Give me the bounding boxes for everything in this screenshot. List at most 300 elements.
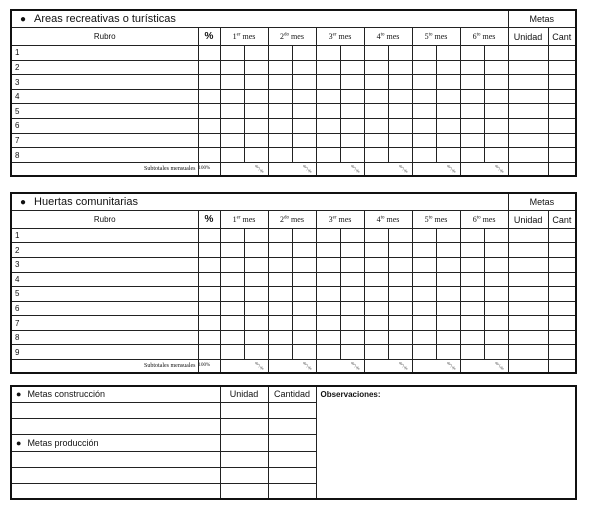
- rubro-input[interactable]: 4: [11, 272, 198, 287]
- month-cell[interactable]: [484, 258, 508, 273]
- percent-input[interactable]: [198, 228, 220, 243]
- cant-input[interactable]: [548, 345, 576, 360]
- unidad-input[interactable]: [508, 330, 548, 345]
- month-cell[interactable]: [460, 243, 484, 258]
- month-cell[interactable]: [484, 148, 508, 163]
- month-cell[interactable]: [388, 45, 412, 60]
- month-cell[interactable]: [388, 316, 412, 331]
- month-cell[interactable]: [388, 104, 412, 119]
- observaciones-field[interactable]: [316, 386, 576, 499]
- month-cell[interactable]: [244, 133, 268, 148]
- month-cell[interactable]: [316, 301, 340, 316]
- month-cell[interactable]: [412, 119, 436, 134]
- month-cell[interactable]: [388, 119, 412, 134]
- month-cell[interactable]: [268, 45, 292, 60]
- month-cell[interactable]: [268, 60, 292, 75]
- month-cell[interactable]: [316, 345, 340, 360]
- month-cell[interactable]: [268, 75, 292, 90]
- produccion-input[interactable]: [11, 451, 220, 467]
- month-cell[interactable]: [436, 119, 460, 134]
- rubro-input[interactable]: 4: [11, 89, 198, 104]
- cant-input[interactable]: [548, 60, 576, 75]
- month-cell[interactable]: [268, 104, 292, 119]
- month-cell[interactable]: [244, 330, 268, 345]
- month-cell[interactable]: [388, 301, 412, 316]
- month-cell[interactable]: [484, 330, 508, 345]
- percent-input[interactable]: [198, 45, 220, 60]
- month-cell[interactable]: [460, 228, 484, 243]
- month-cell[interactable]: [436, 258, 460, 273]
- month-header-1: 1er mes: [220, 211, 268, 229]
- unidad-input[interactable]: [508, 301, 548, 316]
- unidad-input[interactable]: [508, 272, 548, 287]
- month-cell[interactable]: [364, 75, 388, 90]
- month-cell[interactable]: [340, 301, 364, 316]
- unidad-input[interactable]: [508, 119, 548, 134]
- construccion-input[interactable]: [11, 402, 220, 418]
- month-cell[interactable]: [436, 243, 460, 258]
- month-cell[interactable]: [460, 258, 484, 273]
- unidad-input[interactable]: [508, 75, 548, 90]
- month-cell[interactable]: [316, 316, 340, 331]
- month-cell[interactable]: [412, 316, 436, 331]
- month-cell[interactable]: [220, 89, 244, 104]
- month-cell[interactable]: [340, 45, 364, 60]
- month-cell[interactable]: [388, 272, 412, 287]
- month-cell[interactable]: [460, 60, 484, 75]
- rubro-input[interactable]: 2: [11, 243, 198, 258]
- subtotal-cant-cell[interactable]: [548, 359, 576, 373]
- month-cell[interactable]: [220, 345, 244, 360]
- month-cell[interactable]: [412, 243, 436, 258]
- month-cell[interactable]: [412, 258, 436, 273]
- percent-input[interactable]: [198, 75, 220, 90]
- percent-input[interactable]: [198, 287, 220, 302]
- month-cell[interactable]: [292, 89, 316, 104]
- month-cell[interactable]: [364, 258, 388, 273]
- month-cell[interactable]: [340, 287, 364, 302]
- month-cell[interactable]: [412, 148, 436, 163]
- month-cell[interactable]: [364, 243, 388, 258]
- cant-input[interactable]: [548, 133, 576, 148]
- month-cell[interactable]: [436, 104, 460, 119]
- unidad-input[interactable]: [508, 258, 548, 273]
- month-cell[interactable]: [220, 272, 244, 287]
- month-cell[interactable]: [436, 316, 460, 331]
- month-cell[interactable]: [268, 228, 292, 243]
- month-cell[interactable]: [220, 243, 244, 258]
- month-cell[interactable]: [292, 119, 316, 134]
- month-cell[interactable]: [460, 89, 484, 104]
- cant-input[interactable]: [548, 89, 576, 104]
- month-cell[interactable]: [340, 104, 364, 119]
- month-cell[interactable]: [292, 243, 316, 258]
- month-cell[interactable]: [244, 228, 268, 243]
- percent-input[interactable]: [198, 104, 220, 119]
- unidad-input[interactable]: [220, 483, 268, 499]
- rubro-input[interactable]: 1: [11, 228, 198, 243]
- unidad-input[interactable]: [508, 345, 548, 360]
- month-cell[interactable]: [316, 89, 340, 104]
- month-cell[interactable]: [388, 287, 412, 302]
- month-cell[interactable]: [436, 148, 460, 163]
- unidad-input[interactable]: [508, 243, 548, 258]
- percent-input[interactable]: [198, 243, 220, 258]
- month-cell[interactable]: [316, 243, 340, 258]
- month-cell[interactable]: [292, 104, 316, 119]
- month-cell[interactable]: [220, 316, 244, 331]
- month-cell[interactable]: [364, 272, 388, 287]
- month-cell[interactable]: [412, 345, 436, 360]
- cant-input[interactable]: [548, 330, 576, 345]
- month-cell[interactable]: [412, 272, 436, 287]
- month-cell[interactable]: [436, 133, 460, 148]
- unidad-input[interactable]: [508, 287, 548, 302]
- rubro-input[interactable]: 9: [11, 345, 198, 360]
- rubro-input[interactable]: 8: [11, 330, 198, 345]
- month-cell[interactable]: [364, 330, 388, 345]
- unidad-input[interactable]: [508, 316, 548, 331]
- month-header-3: 3er mes: [316, 211, 364, 229]
- percent-input[interactable]: [198, 272, 220, 287]
- percent-input[interactable]: [198, 148, 220, 163]
- month-cell[interactable]: [220, 119, 244, 134]
- month-cell[interactable]: [388, 133, 412, 148]
- subtotal-cant-cell[interactable]: [548, 162, 576, 176]
- month-cell[interactable]: [436, 89, 460, 104]
- month-cell[interactable]: [292, 301, 316, 316]
- unidad-input[interactable]: [220, 418, 268, 434]
- month-cell[interactable]: [460, 330, 484, 345]
- cant-input[interactable]: [548, 148, 576, 163]
- month-cell[interactable]: [460, 45, 484, 60]
- month-cell[interactable]: [436, 75, 460, 90]
- month-cell[interactable]: [436, 301, 460, 316]
- percent-input[interactable]: [198, 133, 220, 148]
- month-cell[interactable]: [460, 272, 484, 287]
- month-cell[interactable]: [244, 148, 268, 163]
- month-cell[interactable]: [340, 228, 364, 243]
- month-cell[interactable]: [364, 301, 388, 316]
- month-cell[interactable]: [292, 316, 316, 331]
- month-cell[interactable]: [412, 133, 436, 148]
- month-cell[interactable]: [340, 119, 364, 134]
- month-cell[interactable]: [244, 104, 268, 119]
- month-cell[interactable]: [268, 258, 292, 273]
- month-cell[interactable]: [316, 330, 340, 345]
- month-cell[interactable]: [340, 330, 364, 345]
- section-title-text: Areas recreativas o turísticas: [34, 13, 176, 26]
- month-cell[interactable]: [436, 45, 460, 60]
- month-cell[interactable]: [460, 75, 484, 90]
- month-cell[interactable]: [484, 133, 508, 148]
- month-cell[interactable]: [268, 316, 292, 331]
- cant-input[interactable]: [548, 104, 576, 119]
- month-cell[interactable]: [244, 345, 268, 360]
- month-cell[interactable]: [364, 104, 388, 119]
- month-cell[interactable]: [292, 133, 316, 148]
- cantidad-input[interactable]: [268, 467, 316, 483]
- month-cell[interactable]: [340, 75, 364, 90]
- month-cell[interactable]: [292, 287, 316, 302]
- rubro-input[interactable]: 5: [11, 104, 198, 119]
- month-cell[interactable]: [244, 272, 268, 287]
- cantidad-input[interactable]: [268, 451, 316, 467]
- month-cell[interactable]: [340, 272, 364, 287]
- month-cell[interactable]: [364, 316, 388, 331]
- rubro-input[interactable]: 7: [11, 316, 198, 331]
- month-cell[interactable]: [244, 258, 268, 273]
- month-cell[interactable]: [460, 345, 484, 360]
- month-cell[interactable]: [412, 301, 436, 316]
- month-cell[interactable]: [364, 287, 388, 302]
- month-cell[interactable]: [268, 119, 292, 134]
- cant-input[interactable]: [548, 316, 576, 331]
- month-cell[interactable]: [340, 60, 364, 75]
- month-cell[interactable]: [316, 60, 340, 75]
- cantidad-input[interactable]: [268, 402, 316, 418]
- unidad-input[interactable]: [508, 228, 548, 243]
- month-cell[interactable]: [460, 133, 484, 148]
- percent-input[interactable]: [198, 301, 220, 316]
- month-cell[interactable]: [268, 148, 292, 163]
- unidad-input[interactable]: [220, 467, 268, 483]
- month-cell[interactable]: [436, 330, 460, 345]
- month-cell[interactable]: [268, 287, 292, 302]
- month-cell[interactable]: [244, 45, 268, 60]
- month-cell[interactable]: [220, 133, 244, 148]
- month-cell[interactable]: [484, 104, 508, 119]
- month-cell[interactable]: [292, 258, 316, 273]
- rubro-input[interactable]: 8: [11, 148, 198, 163]
- subtotal-unidad-cell[interactable]: [508, 162, 548, 176]
- month-cell[interactable]: [244, 60, 268, 75]
- cantidad-input[interactable]: [268, 434, 316, 451]
- rubro-input[interactable]: 1: [11, 45, 198, 60]
- percent-input[interactable]: [198, 345, 220, 360]
- month-cell[interactable]: [220, 287, 244, 302]
- cant-input[interactable]: [548, 258, 576, 273]
- month-cell[interactable]: [244, 89, 268, 104]
- unidad-input[interactable]: [220, 434, 268, 451]
- month-cell[interactable]: [484, 243, 508, 258]
- percent-input[interactable]: [198, 258, 220, 273]
- month-cell[interactable]: [412, 60, 436, 75]
- cant-input[interactable]: [548, 287, 576, 302]
- month-cell[interactable]: [412, 104, 436, 119]
- month-cell[interactable]: [340, 243, 364, 258]
- month-cell[interactable]: [316, 75, 340, 90]
- month-cell[interactable]: [484, 345, 508, 360]
- month-cell[interactable]: [316, 45, 340, 60]
- month-cell[interactable]: [340, 316, 364, 331]
- month-cell[interactable]: [220, 148, 244, 163]
- month-cell[interactable]: [340, 133, 364, 148]
- month-cell[interactable]: [364, 119, 388, 134]
- month-cell[interactable]: [388, 228, 412, 243]
- unidad-input[interactable]: [508, 45, 548, 60]
- month-cell[interactable]: [364, 45, 388, 60]
- month-cell[interactable]: [220, 301, 244, 316]
- cant-input[interactable]: [548, 45, 576, 60]
- month-cell[interactable]: [220, 60, 244, 75]
- month-cell[interactable]: [364, 133, 388, 148]
- month-cell[interactable]: [388, 60, 412, 75]
- month-cell[interactable]: [244, 287, 268, 302]
- month-cell[interactable]: [364, 228, 388, 243]
- month-cell[interactable]: [340, 258, 364, 273]
- month-cell[interactable]: [484, 45, 508, 60]
- month-cell[interactable]: [316, 272, 340, 287]
- month-cell[interactable]: [436, 60, 460, 75]
- month-cell[interactable]: [292, 228, 316, 243]
- unidad-input[interactable]: [508, 133, 548, 148]
- rubro-input[interactable]: 2: [11, 60, 198, 75]
- month-cell[interactable]: [220, 45, 244, 60]
- rubro-input[interactable]: 3: [11, 258, 198, 273]
- month-cell[interactable]: [484, 316, 508, 331]
- month-cell[interactable]: [244, 119, 268, 134]
- cant-input[interactable]: [548, 228, 576, 243]
- month-cell[interactable]: [412, 75, 436, 90]
- month-cell[interactable]: [220, 330, 244, 345]
- percent-input[interactable]: [198, 316, 220, 331]
- produccion-input[interactable]: [11, 483, 220, 499]
- cant-input[interactable]: [548, 301, 576, 316]
- month-cell[interactable]: [436, 272, 460, 287]
- unidad-input[interactable]: [508, 60, 548, 75]
- month-cell[interactable]: [436, 228, 460, 243]
- rubro-input[interactable]: 7: [11, 133, 198, 148]
- construccion-input[interactable]: [11, 418, 220, 434]
- month-cell[interactable]: [316, 228, 340, 243]
- month-cell[interactable]: [484, 60, 508, 75]
- month-cell[interactable]: [364, 345, 388, 360]
- cant-input[interactable]: [548, 272, 576, 287]
- month-cell[interactable]: [460, 148, 484, 163]
- month-cell[interactable]: [316, 119, 340, 134]
- rubro-input[interactable]: 3: [11, 75, 198, 90]
- month-cell[interactable]: [340, 345, 364, 360]
- month-cell[interactable]: [268, 272, 292, 287]
- month-cell[interactable]: [484, 89, 508, 104]
- unidad-input[interactable]: [508, 148, 548, 163]
- month-cell[interactable]: [244, 243, 268, 258]
- month-cell[interactable]: [340, 89, 364, 104]
- rubro-input[interactable]: 6: [11, 301, 198, 316]
- month-cell[interactable]: [412, 45, 436, 60]
- month-cell[interactable]: [220, 258, 244, 273]
- month-cell[interactable]: [268, 330, 292, 345]
- month-cell[interactable]: [460, 119, 484, 134]
- month-cell[interactable]: [292, 345, 316, 360]
- month-cell[interactable]: [388, 258, 412, 273]
- month-cell[interactable]: [316, 148, 340, 163]
- percent-input[interactable]: [198, 330, 220, 345]
- month-cell[interactable]: [484, 119, 508, 134]
- unidad-input[interactable]: [220, 402, 268, 418]
- month-cell[interactable]: [292, 148, 316, 163]
- month-cell[interactable]: [268, 133, 292, 148]
- month-cell[interactable]: [484, 301, 508, 316]
- month-cell[interactable]: [364, 89, 388, 104]
- month-cell[interactable]: [316, 133, 340, 148]
- month-cell[interactable]: [364, 148, 388, 163]
- month-cell[interactable]: [412, 330, 436, 345]
- month-cell[interactable]: [412, 89, 436, 104]
- cantidad-input[interactable]: [268, 418, 316, 434]
- month-cell[interactable]: [412, 228, 436, 243]
- month-cell[interactable]: [436, 345, 460, 360]
- cant-input[interactable]: [548, 243, 576, 258]
- month-cell[interactable]: [292, 330, 316, 345]
- unidad-input[interactable]: [508, 104, 548, 119]
- produccion-input[interactable]: [11, 467, 220, 483]
- month-cell[interactable]: [484, 272, 508, 287]
- month-cell[interactable]: [436, 287, 460, 302]
- rubro-input[interactable]: 5: [11, 287, 198, 302]
- cantidad-input[interactable]: [268, 483, 316, 499]
- month-cell[interactable]: [268, 89, 292, 104]
- month-cell[interactable]: [292, 60, 316, 75]
- section-title-text: Huertas comunitarias: [34, 196, 138, 209]
- month-cell[interactable]: [460, 301, 484, 316]
- unidad-input[interactable]: [220, 451, 268, 467]
- month-cell[interactable]: [316, 287, 340, 302]
- month-cell[interactable]: [220, 104, 244, 119]
- percent-input[interactable]: [198, 89, 220, 104]
- month-cell[interactable]: [388, 75, 412, 90]
- month-cell[interactable]: [484, 228, 508, 243]
- month-cell[interactable]: [316, 258, 340, 273]
- month-cell[interactable]: [388, 345, 412, 360]
- month-cell[interactable]: [364, 60, 388, 75]
- month-cell[interactable]: [292, 75, 316, 90]
- month-header-6: $6^{to}$ mes: [460, 28, 508, 46]
- month-cell[interactable]: [388, 148, 412, 163]
- cant-input[interactable]: [548, 119, 576, 134]
- month-cell[interactable]: [292, 272, 316, 287]
- month-cell[interactable]: [220, 75, 244, 90]
- month-cell[interactable]: [292, 45, 316, 60]
- month-cell[interactable]: [388, 330, 412, 345]
- month-cell[interactable]: [244, 316, 268, 331]
- percent-input[interactable]: [198, 60, 220, 75]
- rubro-row: [11, 119, 576, 134]
- month-cell[interactable]: [316, 104, 340, 119]
- subtotal-unidad-cell[interactable]: [508, 359, 548, 373]
- unidad-input[interactable]: [508, 89, 548, 104]
- month-cell[interactable]: [244, 301, 268, 316]
- month-cell[interactable]: [412, 287, 436, 302]
- month-cell[interactable]: [388, 243, 412, 258]
- month-cell[interactable]: [388, 89, 412, 104]
- month-cell[interactable]: [220, 228, 244, 243]
- cant-input[interactable]: [548, 75, 576, 90]
- month-cell[interactable]: [484, 287, 508, 302]
- month-cell[interactable]: [244, 75, 268, 90]
- month-cell[interactable]: [268, 243, 292, 258]
- month-cell[interactable]: [268, 301, 292, 316]
- month-cell[interactable]: [460, 104, 484, 119]
- percent-input[interactable]: [198, 119, 220, 134]
- month-cell[interactable]: [340, 148, 364, 163]
- rubro-input[interactable]: 6: [11, 119, 198, 134]
- month-cell[interactable]: [484, 75, 508, 90]
- month-cell[interactable]: [460, 287, 484, 302]
- month-cell[interactable]: [268, 345, 292, 360]
- month-cell[interactable]: [460, 316, 484, 331]
